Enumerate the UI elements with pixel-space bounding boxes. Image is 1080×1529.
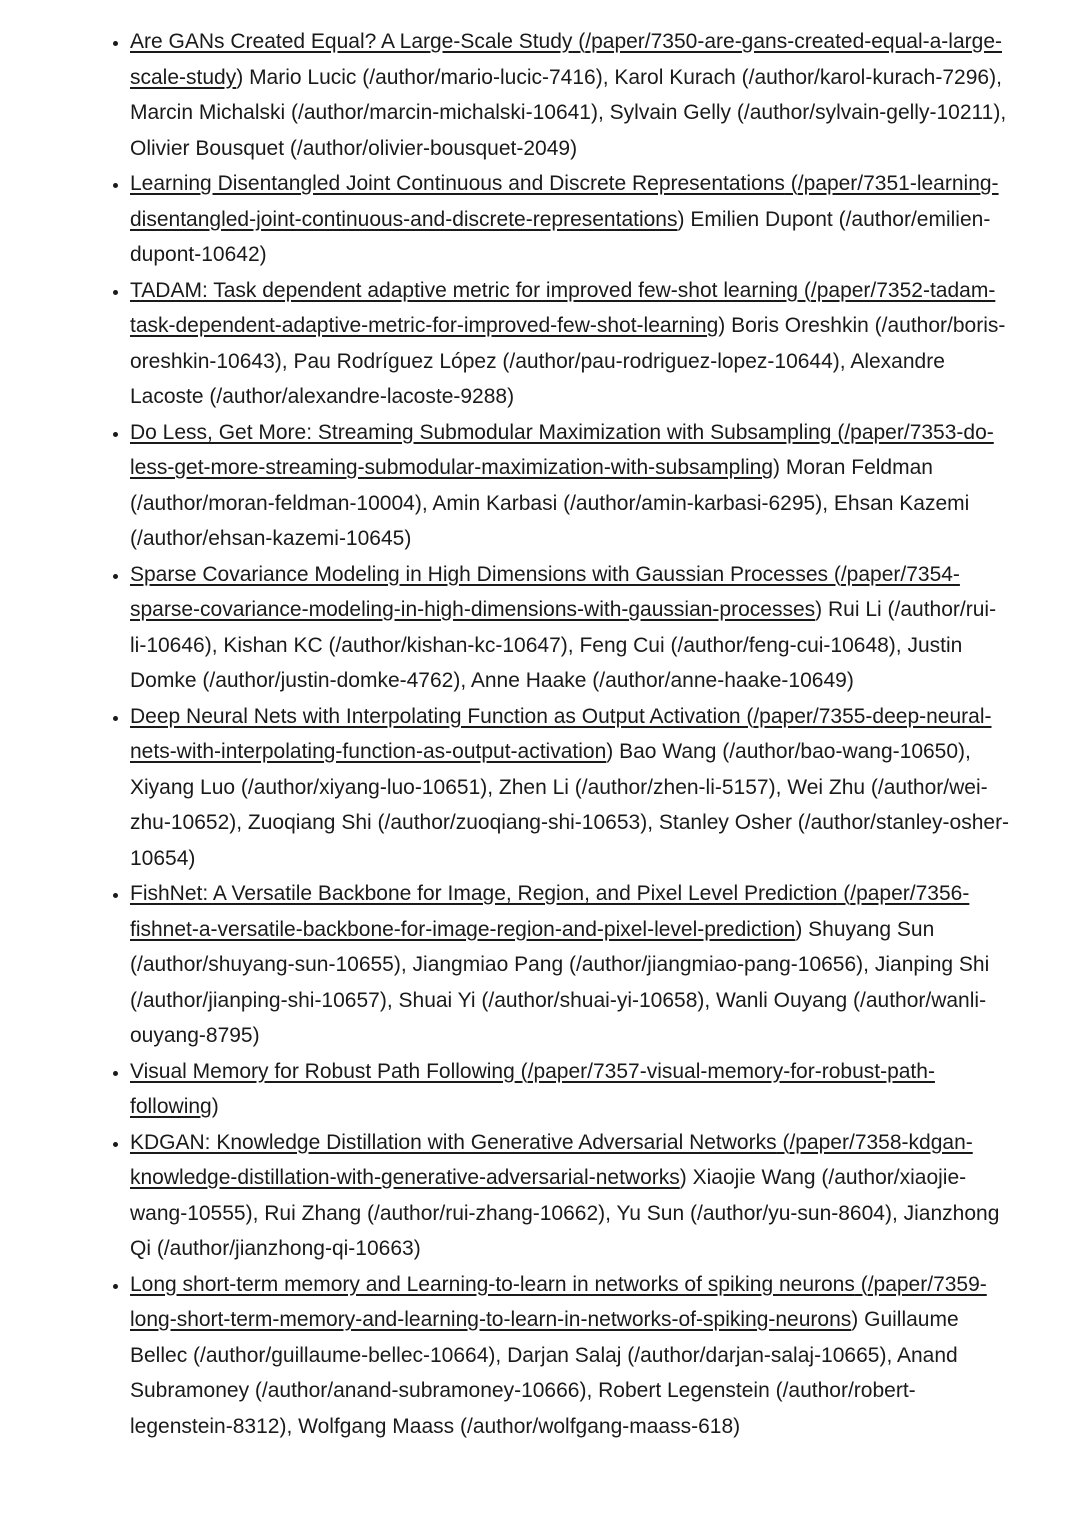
author-link[interactable]: Darjan Salaj (/author/darjan-salaj-10665) xyxy=(507,1343,887,1367)
author-link[interactable]: Emilien Dupont (/author/emilien-dupont-10642) xyxy=(130,207,991,266)
author-name: Boris Oreshkin xyxy=(731,314,869,337)
paper-url: /paper/7354-sparse-covariance-modeling-in-high-dimensions-with-gaussian-processes xyxy=(130,562,960,621)
author-link[interactable]: Guillaume Bellec (/author/guillaume-bellec-10664) xyxy=(130,1308,959,1367)
paper-url: /paper/7359-long-short-term-memory-and-learning-to-learn-in-networks-of-spiking-neurons xyxy=(130,1272,987,1331)
author-url: /author/zuoqiang-shi-10653 xyxy=(384,811,641,834)
author-link[interactable]: Moran Feldman (/author/moran-feldman-10004) xyxy=(130,456,933,515)
author-link[interactable]: Mario Lucic (/author/mario-lucic-7416) xyxy=(249,65,603,89)
paper-url: /paper/7358-kdgan-knowledge-distillation-with-generative-adversarial-networks xyxy=(130,1130,973,1189)
author-url: /author/stanley-osher-10654 xyxy=(130,811,1010,870)
paper-list-item xyxy=(130,1054,1010,1125)
author-link[interactable]: Kishan KC (/author/kishan-kc-10647) xyxy=(223,633,568,657)
paper-url-close: ) xyxy=(236,65,244,89)
author-url: /author/wanli-ouyang-8795 xyxy=(130,988,987,1047)
paper-url-close: ) xyxy=(773,456,781,479)
paper-url-close: ) xyxy=(718,314,726,337)
author-link[interactable]: Zuoqiang Shi (/author/zuoqiang-shi-10653) xyxy=(247,811,648,834)
author-url: /author/jianzhong-qi-10663 xyxy=(163,1237,414,1260)
paper-url-close: ) xyxy=(677,207,685,231)
author-url: /author/alexandre-lacoste-9288 xyxy=(216,385,508,408)
author-link[interactable]: Xiyang Luo (/author/xiyang-luo-10651) xyxy=(130,775,488,799)
author-name: Emilien Dupont xyxy=(690,207,833,231)
author-name: Shuyang Sun xyxy=(808,917,935,941)
author-url: /author/anne-haake-10649 xyxy=(599,669,847,692)
paper-url: /paper/7352-tadam-task-dependent-adaptive-metric-for-improved-few-shot-learning xyxy=(130,278,996,337)
author-name: Karol Kurach xyxy=(614,65,736,89)
author-url: /author/amin-karbasi-6295 xyxy=(570,491,816,515)
author-url: /author/moran-feldman-10004 xyxy=(137,491,415,515)
paper-url-close: ) xyxy=(606,740,614,763)
paper-title-link[interactable]: Visual Memory for Robust Path Following (/paper/7357-visual-memory-for-robust-path-following xyxy=(130,1059,935,1118)
author-link[interactable]: Xiaojie Wang (/author/xiaojie-wang-10555) xyxy=(130,1166,967,1225)
paper-title-link[interactable]: Do Less, Get More: Streaming Submodular Maximization with Subsampling (/paper/7353-do-less-get-more-streaming-submodular-maximization-with-subsampling xyxy=(130,420,994,479)
author-url: /author/darjan-salaj-10665 xyxy=(634,1343,880,1367)
author-url: /author/boris-oreshkin-10643 xyxy=(130,314,1006,373)
author-url: /author/yu-sun-8604 xyxy=(697,1201,885,1225)
author-name: Bao Wang xyxy=(619,740,717,763)
author-url: /author/xiaojie-wang-10555 xyxy=(130,1166,967,1225)
author-name: Stanley Osher xyxy=(658,811,792,834)
author-url: /author/sylvain-gelly-10211 xyxy=(743,101,994,124)
paper-title-link[interactable]: Learning Disentangled Joint Continuous and Discrete Representations (/paper/7351-learning-disentangled-joint-continuous-and-discrete-representations xyxy=(130,172,999,231)
author-url: /author/zhen-li-5157 xyxy=(581,775,769,799)
author-name: Rui Li xyxy=(827,598,882,621)
author-name: Anne Haake xyxy=(470,669,587,692)
author-link[interactable]: Karol Kurach (/author/karol-kurach-7296) xyxy=(614,65,997,89)
author-link[interactable]: Amin Karbasi (/author/amin-karbasi-6295) xyxy=(432,491,823,515)
paper-title: Learning Disentangled Joint Continuous and Discrete Representations xyxy=(130,172,785,195)
paper-url-close: ) xyxy=(851,1308,859,1331)
paper-url-close: ) xyxy=(815,598,823,621)
paper-list-item xyxy=(130,166,1010,273)
author-url: /author/guillaume-bellec-10664 xyxy=(200,1343,489,1367)
author-link[interactable]: Shuai Yi (/author/shuai-yi-10658) xyxy=(398,988,705,1012)
paper-title-link[interactable]: FishNet: A Versatile Backbone for Image, Region, and Pixel Level Prediction (/paper/7356-fishnet-a-versatile-backbone-for-image-region-and-pixel-level-prediction xyxy=(130,882,970,941)
paper-list-item: • Long short-term memory and Learning-to-learn in networks of spiking neurons (/paper/7359-long-short-term-memory-and-learning-to-learn-in-networks-of-spiking-neurons) Guillaume Bellec (/author/guillaume-bellec-10664), Darjan Salaj (/author/darjan-salaj-10665), Anand Subramoney (/author/anand-subramoney-10666), Robert Legenstein (/author/robert-legenstein-8312), Wolfgang Maass (/author/wolfgang-maass-618) xyxy=(130,1267,1010,1445)
author-link[interactable]: Boris Oreshkin (/author/boris-oreshkin-10643) xyxy=(130,314,1006,373)
author-name: Guillaume Bellec xyxy=(130,1308,959,1367)
author-link[interactable]: Rui Zhang (/author/rui-zhang-10662) xyxy=(264,1201,606,1225)
author-url: /author/olivier-bousquet-2049 xyxy=(296,136,571,160)
author-link[interactable]: Jiangmiao Pang (/author/jiangmiao-pang-10656) xyxy=(412,953,864,976)
paper-url-close: ) xyxy=(679,1166,687,1189)
paper-title: Sparse Covariance Modeling in High Dimensions with Gaussian Processes xyxy=(130,562,828,586)
author-name: Darjan Salaj xyxy=(507,1343,622,1367)
author-link[interactable]: Yu Sun (/author/yu-sun-8604) xyxy=(616,1201,892,1225)
author-link[interactable]: Anand Subramoney (/author/anand-subramoney-10666) xyxy=(130,1343,958,1402)
author-name: Shuai Yi xyxy=(398,988,476,1012)
author-url: /author/marcin-michalski-10641 xyxy=(298,101,591,124)
author-url: /author/karol-kurach-7296 xyxy=(748,65,990,89)
author-name: Marcin Michalski xyxy=(130,101,286,124)
author-url: /author/shuyang-sun-10655 xyxy=(137,953,394,976)
paper-list-item: • TADAM: Task dependent adaptive metric for improved few-shot learning (/paper/7352-tadam-task-dependent-adaptive-metric-for-improved-few-shot-learning) Boris Oreshkin (/author/boris-oreshkin-10643), Pau Rodríguez López (/author/pau-rodriguez-lopez-10644), Alexandre Lacoste (/author/alexandre-lacoste-9288) xyxy=(130,273,1010,415)
paper-list-item: • Sparse Covariance Modeling in High Dimensions with Gaussian Processes (/paper/7354-sparse-covariance-modeling-in-high-dimensions-with-gaussian-processes) Rui Li (/author/rui-li-10646), Kishan KC (/author/kishan-kc-10647), Feng Cui (/author/feng-cui-10648), Justin Domke (/author/justin-domke-4762), Anne Haake (/author/anne-haake-10649) xyxy=(130,557,1010,699)
author-link[interactable]: Olivier Bousquet (/author/olivier-bousquet-2049) xyxy=(130,136,578,160)
author-link[interactable]: Alexandre Lacoste (/author/alexandre-lacoste-9288) xyxy=(130,349,945,408)
author-name: Robert Legenstein xyxy=(598,1379,770,1402)
paper-list-item: • KDGAN: Knowledge Distillation with Generative Adversarial Networks (/paper/7358-kdgan-knowledge-distillation-with-generative-adversarial-networks) Xiaojie Wang (/author/xiaojie-wang-10555), Rui Zhang (/author/rui-zhang-10662), Yu Sun (/author/yu-sun-8604), Jianzhong Qi (/author/jianzhong-qi-10663) xyxy=(130,1125,1010,1267)
author-name: Justin Domke xyxy=(130,633,963,692)
author-url: /author/rui-li-10646 xyxy=(130,598,997,657)
paper-title: KDGAN: Knowledge Distillation with Generative Adversarial Networks xyxy=(130,1130,777,1154)
author-name: Xiyang Luo xyxy=(130,775,236,799)
author-name: Feng Cui xyxy=(579,633,665,657)
author-name: Amin Karbasi xyxy=(432,491,558,515)
author-name: Olivier Bousquet xyxy=(130,136,285,160)
paper-url: /paper/7353-do-less-get-more-streaming-submodular-maximization-with-subsampling xyxy=(130,420,994,479)
paper-url: /paper/7350-are-gans-created-equal-a-large-scale-study xyxy=(130,30,1002,89)
author-url: /author/rui-zhang-10662 xyxy=(373,1201,599,1225)
paper-list-item: • Are GANs Created Equal? A Large-Scale Study (/paper/7350-are-gans-created-equal-a-large-scale-study) Mario Lucic (/author/mario-lucic-7416), Karol Kurach (/author/karol-kurach-7296), Marcin Michalski (/author/marcin-michalski-10641), Sylvain Gelly (/author/sylvain-gelly-10211), Olivier Bousquet (/author/olivier-bousquet-2049) xyxy=(130,24,1010,166)
author-link[interactable]: Bao Wang (/author/bao-wang-10650) xyxy=(619,740,966,763)
author-link[interactable]: Wanli Ouyang (/author/wanli-ouyang-8795) xyxy=(130,988,987,1047)
author-name: Zuoqiang Shi xyxy=(247,811,372,834)
paper-title: Do Less, Get More: Streaming Submodular Maximization with Subsampling xyxy=(130,420,832,444)
author-name: Anand Subramoney xyxy=(130,1343,958,1402)
author-url: /author/mario-lucic-7416 xyxy=(369,65,596,89)
author-link[interactable]: Pau Rodríguez López (/author/pau-rodriguez-lopez-10644) xyxy=(293,349,840,373)
author-link[interactable]: Robert Legenstein (/author/robert-legenstein-8312) xyxy=(130,1379,916,1438)
paper-title-link[interactable]: Are GANs Created Equal? A Large-Scale Study (/paper/7350-are-gans-created-equal-a-large-scale-study xyxy=(130,30,1002,89)
author-name: Mario Lucic xyxy=(249,65,357,89)
paper-list-item: • Do Less, Get More: Streaming Submodular Maximization with Subsampling (/paper/7353-do-less-get-more-streaming-submodular-maximization-with-subsampling) Moran Feldman (/author/moran-feldman-10004), Amin Karbasi (/author/amin-karbasi-6295), Ehsan Kazemi (/author/ehsan-kazemi-10645) xyxy=(130,415,1010,557)
author-link[interactable]: Marcin Michalski (/author/marcin-michalski-10641) xyxy=(130,101,598,124)
paper-url-close: ) xyxy=(795,917,803,941)
paper-title: Are GANs Created Equal? A Large-Scale Study xyxy=(130,30,573,53)
paper-title: TADAM: Task dependent adaptive metric for improved few-shot learning xyxy=(130,278,799,302)
author-url: /author/justin-domke-4762 xyxy=(209,669,454,692)
author-url: /author/ehsan-kazemi-10645 xyxy=(137,527,405,550)
paper-title: FishNet: A Versatile Backbone for Image, Region, and Pixel Level Prediction xyxy=(130,882,838,905)
author-name: Yu Sun xyxy=(616,1201,685,1225)
author-link[interactable]: Jianping Shi (/author/jianping-shi-10657) xyxy=(130,953,990,1012)
author-name: Pau Rodríguez López xyxy=(293,349,497,373)
author-url: /author/feng-cui-10648 xyxy=(677,633,889,657)
paper-title-link[interactable]: KDGAN: Knowledge Distillation with Generative Adversarial Networks (/paper/7358-kdgan-knowledge-distillation-with-generative-adversarial-networks xyxy=(130,1130,973,1189)
paper-url: /paper/7351-learning-disentangled-joint-continuous-and-discrete-representations xyxy=(130,172,999,231)
author-url: /author/wei-zhu-10652 xyxy=(130,775,988,834)
author-link[interactable]: Justin Domke (/author/justin-domke-4762) xyxy=(130,633,963,692)
author-name: Alexandre Lacoste xyxy=(130,349,945,408)
author-link[interactable]: Zhen Li (/author/zhen-li-5157) xyxy=(498,775,776,799)
author-link[interactable]: Rui Li (/author/rui-li-10646) xyxy=(130,598,997,657)
author-name: Jianping Shi xyxy=(874,953,990,976)
paper-title-link[interactable]: Sparse Covariance Modeling in High Dimensions with Gaussian Processes (/paper/7354-sparse-covariance-modeling-in-high-dimensions-with-gaussian-processes xyxy=(130,562,960,621)
paper-title: Deep Neural Nets with Interpolating Function as Output Activation xyxy=(130,704,741,728)
author-url: /author/shuai-yi-10658 xyxy=(488,988,698,1012)
paper-title-link[interactable]: TADAM: Task dependent adaptive metric for improved few-shot learning (/paper/7352-tadam-task-dependent-adaptive-metric-for-improved-few-shot-learning xyxy=(130,278,996,337)
paper-list-item: • FishNet: A Versatile Backbone for Image, Region, and Pixel Level Prediction (/paper/7356-fishnet-a-versatile-backbone-for-image-region-and-pixel-level-prediction) Shuyang Sun (/author/shuyang-sun-10655), Jiangmiao Pang (/author/jiangmiao-pang-10656), Jianping Shi (/author/jianping-shi-10657), Shuai Yi (/author/shuai-yi-10658), Wanli Ouyang (/author/wanli-ouyang-8795) xyxy=(130,876,1010,1054)
paper-title-link[interactable]: Long short-term memory and Learning-to-learn in networks of spiking neurons (/paper/7359-long-short-term-memory-and-learning-to-learn-in-networks-of-spiking-neurons xyxy=(130,1272,987,1331)
author-name: Wolfgang Maass xyxy=(298,1414,455,1438)
author-url: /author/jiangmiao-pang-10656 xyxy=(575,953,857,976)
author-url: /author/anand-subramoney-10666 xyxy=(261,1379,580,1402)
author-name: Wei Zhu xyxy=(787,775,866,799)
author-name: Kishan KC xyxy=(223,633,323,657)
author-link[interactable]: Sylvain Gelly (/author/sylvain-gelly-10211) xyxy=(609,101,1001,124)
author-url: /author/emilien-dupont-10642 xyxy=(130,207,991,266)
author-name: Rui Zhang xyxy=(264,1201,362,1225)
paper-title: Visual Memory for Robust Path Following xyxy=(130,1059,515,1083)
author-url: /author/pau-rodriguez-lopez-10644 xyxy=(509,349,833,373)
paper-url: /paper/7356-fishnet-a-versatile-backbone-for-image-region-and-pixel-level-prediction xyxy=(130,882,970,941)
author-name: Sylvain Gelly xyxy=(609,101,732,124)
paper-list-item: • Deep Neural Nets with Interpolating Function as Output Activation (/paper/7355-deep-neural-nets-with-interpolating-function-as-output-activation) Bao Wang (/author/bao-wang-10650), Xiyang Luo (/author/xiyang-luo-10651), Zhen Li (/author/zhen-li-5157), Wei Zhu (/author/wei-zhu-10652), Zuoqiang Shi (/author/zuoqiang-shi-10653), Stanley Osher (/author/stanley-osher-10654) xyxy=(130,699,1010,877)
author-link[interactable]: Wei Zhu (/author/wei-zhu-10652) xyxy=(130,775,988,834)
author-link[interactable]: Anne Haake (/author/anne-haake-10649) xyxy=(470,669,854,692)
paper-url: /paper/7355-deep-neural-nets-with-interpolating-function-as-output-activation xyxy=(130,704,992,763)
author-name: Ehsan Kazemi xyxy=(833,491,970,515)
author-name: Zhen Li xyxy=(498,775,569,799)
author-name: Moran Feldman xyxy=(785,456,933,479)
paper-url-close: ) xyxy=(211,1095,219,1118)
paper-url: /paper/7357-visual-memory-for-robust-path-following xyxy=(130,1059,935,1118)
paper-title: Long short-term memory and Learning-to-learn in networks of spiking neurons xyxy=(130,1272,855,1296)
author-url: /author/jianping-shi-10657 xyxy=(137,988,380,1012)
author-link[interactable]: Shuyang Sun (/author/shuyang-sun-10655) xyxy=(130,917,935,976)
author-link[interactable]: Wolfgang Maass (/author/wolfgang-maass-618) xyxy=(298,1414,741,1438)
author-url: /author/robert-legenstein-8312 xyxy=(130,1379,916,1438)
author-url: /author/wolfgang-maass-618 xyxy=(466,1414,734,1438)
author-url: /author/bao-wang-10650 xyxy=(729,740,959,763)
author-name: Xiaojie Wang xyxy=(692,1166,816,1189)
author-url: /author/kishan-kc-10647 xyxy=(335,633,561,657)
author-link[interactable]: Feng Cui (/author/feng-cui-10648) xyxy=(579,633,896,657)
author-link[interactable]: Stanley Osher (/author/stanley-osher-10654) xyxy=(130,811,1010,870)
author-link[interactable]: Jianzhong Qi (/author/jianzhong-qi-10663) xyxy=(130,1201,1000,1260)
author-link[interactable]: Ehsan Kazemi (/author/ehsan-kazemi-10645) xyxy=(130,491,970,550)
author-name: Jiangmiao Pang xyxy=(412,953,564,976)
author-name: Jianzhong Qi xyxy=(130,1201,1000,1260)
author-name: Wanli Ouyang xyxy=(716,988,848,1012)
author-url: /author/xiyang-luo-10651 xyxy=(247,775,481,799)
paper-title-link[interactable]: Deep Neural Nets with Interpolating Function as Output Activation (/paper/7355-deep-neural-nets-with-interpolating-function-as-output-activation xyxy=(130,704,992,763)
